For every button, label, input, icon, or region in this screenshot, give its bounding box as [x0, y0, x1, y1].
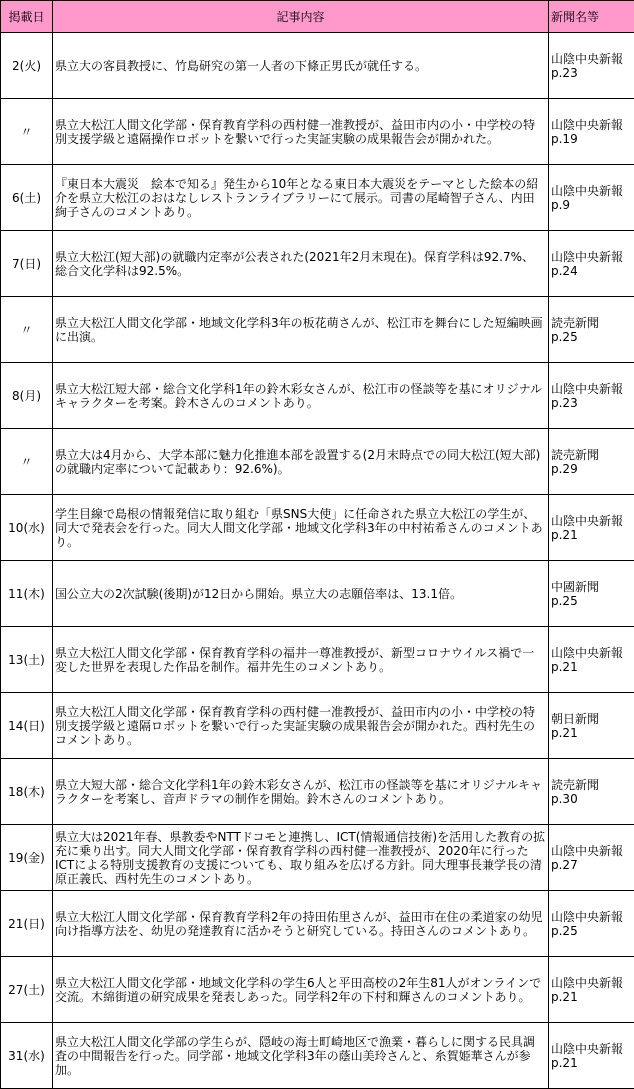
table-row	[1, 561, 634, 627]
article-date: 21(日)	[1, 891, 53, 957]
table-row	[1, 693, 634, 759]
newspaper-name: 山陰中央新報	[551, 514, 632, 528]
article-date: 2(火)	[1, 33, 53, 99]
newspaper-page: p.24	[551, 264, 632, 278]
table-row	[1, 165, 634, 231]
article-content: 県立大松江人間文化学部・保育教育学科2年の持田佑里さんが、益田市在住の柔道家の幼児向け指導方法を、幼児の発達教育に活かそうと研究している。持田さんのコメントあり。	[53, 891, 549, 957]
article-date: 27(土)	[1, 957, 53, 1023]
newspaper-name: 読売新聞	[551, 448, 632, 462]
article-content: 国公立大の2次試験(後期)が12日から開始。県立大の志願倍率は、13.1倍。	[53, 561, 549, 627]
header-content: 記事内容	[53, 1, 549, 33]
article-date: 〃	[1, 99, 53, 165]
newspaper-cell	[549, 825, 634, 891]
newspaper-cell	[549, 627, 634, 693]
table-row	[1, 297, 634, 363]
newspaper-cell	[549, 561, 634, 627]
article-content: 県立大松江短大部・総合文化学科1年の鈴木彩女さんが、松江市の怪談等を基にオリジナルキャラクターを考案。鈴木さんのコメントあり。	[53, 363, 549, 429]
newspaper-page: p.25	[551, 924, 632, 938]
article-content: 県立大松江人間文化学部・保育教育学科の西村健一准教授が、益田市内の小・中学校の特別支援学級と遠隔操作ロボットを繋いで行った実証実験の成果報告会が開かれた。	[53, 99, 549, 165]
article-content: 県立大松江(短大部)の就職内定率が公表された(2021年2月末現在)。保育学科は92.7%、総合文化学科は92.5%。	[53, 231, 549, 297]
newspaper-name: 山陰中央新報	[551, 910, 632, 924]
newspaper-name: 山陰中央新報	[551, 118, 632, 132]
newspaper-cell	[549, 33, 634, 99]
article-content: 県立大の客員教授に、竹島研究の第一人者の下條正男氏が就任する。	[53, 33, 549, 99]
newspaper-name: 中國新聞	[551, 580, 632, 594]
newspaper-name: 山陰中央新報	[551, 844, 632, 858]
newspaper-page: p.25	[551, 330, 632, 344]
newspaper-page: p.21	[551, 660, 632, 674]
table-row	[1, 231, 634, 297]
newspaper-name: 山陰中央新報	[551, 1042, 632, 1056]
newspaper-name: 山陰中央新報	[551, 976, 632, 990]
article-content: 県立大松江人間文化学部・地域文化学科3年の板花萌さんが、松江市を舞台にした短編映画に出演。	[53, 297, 549, 363]
article-date: 31(水)	[1, 1023, 53, 1089]
newspaper-cell	[549, 429, 634, 495]
article-content: 県立大松江人間文化学部・地域文化学科の学生6人と平田高校の2年生81人がオンラインで交流。木綿街道の研究成果を発表しあった。同学科2年の下村和輝さんのコメントあり。	[53, 957, 549, 1023]
newspaper-cell	[549, 165, 634, 231]
newspaper-cell	[549, 231, 634, 297]
table-row	[1, 759, 634, 825]
newspaper-page: p.23	[551, 396, 632, 410]
header-paper: 新聞名等	[549, 1, 634, 33]
article-date: 〃	[1, 297, 53, 363]
article-date: 19(金)	[1, 825, 53, 891]
table-row	[1, 1023, 634, 1089]
newspaper-page: p.21	[551, 1056, 632, 1070]
article-content: 県立大松江人間文化学部・保育教育学科の西村健一准教授が、益田市内の小・中学校の特別支援学級と遠隔ロボットを繋いで行った実証実験の成果報告会が開かれた。西村先生のコメントあり。	[53, 693, 549, 759]
newspaper-page: p.21	[551, 528, 632, 542]
newspaper-name: 読売新聞	[551, 316, 632, 330]
table-row	[1, 957, 634, 1023]
article-content: 県立大は2021年春、県教委やNTTドコモと連携し、ICT(情報通信技術)を活用した教育の拡充に乗り出す。同大人間文化学部・保育教育学科の西村健一准教授が、2020年に行ったICTによる特別支援教育の支援についても、取り組みを広げる方針。同大理事長兼学長の清原正義氏、西村先生のコメントあり。	[53, 825, 549, 891]
article-date: 8(月)	[1, 363, 53, 429]
newspaper-cell	[549, 297, 634, 363]
table-row	[1, 99, 634, 165]
newspaper-page: p.25	[551, 594, 632, 608]
newspaper-cell	[549, 957, 634, 1023]
newspaper-page: p.21	[551, 990, 632, 1004]
newspaper-name: 山陰中央新報	[551, 184, 632, 198]
article-date: 11(木)	[1, 561, 53, 627]
newspaper-name: 読売新聞	[551, 778, 632, 792]
table-row	[1, 363, 634, 429]
article-date: 6(土)	[1, 165, 53, 231]
newspaper-name: 山陰中央新報	[551, 52, 632, 66]
article-content: 県立大短大部・総合文化学科1年の鈴木彩女さんが、松江市の怪談等を基にオリジナルキャラクターを考案し、音声ドラマの制作を開始。鈴木さんのコメントあり。	[53, 759, 549, 825]
article-date: 10(水)	[1, 495, 53, 561]
newspaper-page: p.27	[551, 858, 632, 872]
newspaper-cell	[549, 891, 634, 957]
newspaper-page: p.30	[551, 792, 632, 806]
newspaper-page: p.21	[551, 726, 632, 740]
article-content: 学生目線で島根の情報発信に取り組む「県SNS大使」に任命された県立大松江の学生が、同大で発表会を行った。同大人間文化学部・地域文化学科3年の中村祐希さんのコメントあり。	[53, 495, 549, 561]
newspaper-name: 山陰中央新報	[551, 250, 632, 264]
table-row	[1, 429, 634, 495]
article-content: 県立大松江人間文化学部の学生らが、隠岐の海士町崎地区で漁業・暮らしに関する民具調査の中間報告を行った。同学部・地域文化学科3年の蔭山美玲さんと、糸賀姫華さんが参加。	[53, 1023, 549, 1089]
article-content: 『東日本大震災 絵本で知る』発生から10年となる東日本大震災をテーマとした絵本の紹介を県立大松江のおはなしレストランライブラリーにて展示。司書の尾崎智子さん、内田絢子さんのコメントあり。	[53, 165, 549, 231]
table-row	[1, 33, 634, 99]
table-row	[1, 891, 634, 957]
article-content: 県立大松江人間文化学部・保育教育学科の福井一尊准教授が、新型コロナウイルス禍で一変した世界を表現した作品を制作。福井先生のコメントあり。	[53, 627, 549, 693]
newspaper-cell	[549, 1023, 634, 1089]
article-content: 県立大は4月から、大学本部に魅力化推進本部を設置する(2月末時点での同大松江(短大部)の就職内定率について記載あり：92.6%)。	[53, 429, 549, 495]
newspaper-page: p.9	[551, 198, 632, 212]
newspaper-cell	[549, 693, 634, 759]
newspaper-page: p.23	[551, 66, 632, 80]
newspaper-name: 朝日新聞	[551, 712, 632, 726]
newspaper-page: p.29	[551, 462, 632, 476]
article-date: 13(土)	[1, 627, 53, 693]
article-date: 14(日)	[1, 693, 53, 759]
newspaper-cell	[549, 495, 634, 561]
table-row	[1, 627, 634, 693]
header-date: 掲載日	[1, 1, 53, 33]
table-row	[1, 825, 634, 891]
newspaper-name: 山陰中央新報	[551, 646, 632, 660]
article-date: 7(日)	[1, 231, 53, 297]
newspaper-cell	[549, 363, 634, 429]
article-date: 〃	[1, 429, 53, 495]
table-header-row	[1, 1, 634, 33]
newspaper-cell	[549, 759, 634, 825]
article-date: 18(木)	[1, 759, 53, 825]
newspaper-cell	[549, 99, 634, 165]
table-row	[1, 495, 634, 561]
newspaper-page: p.19	[551, 132, 632, 146]
newspaper-name: 山陰中央新報	[551, 382, 632, 396]
